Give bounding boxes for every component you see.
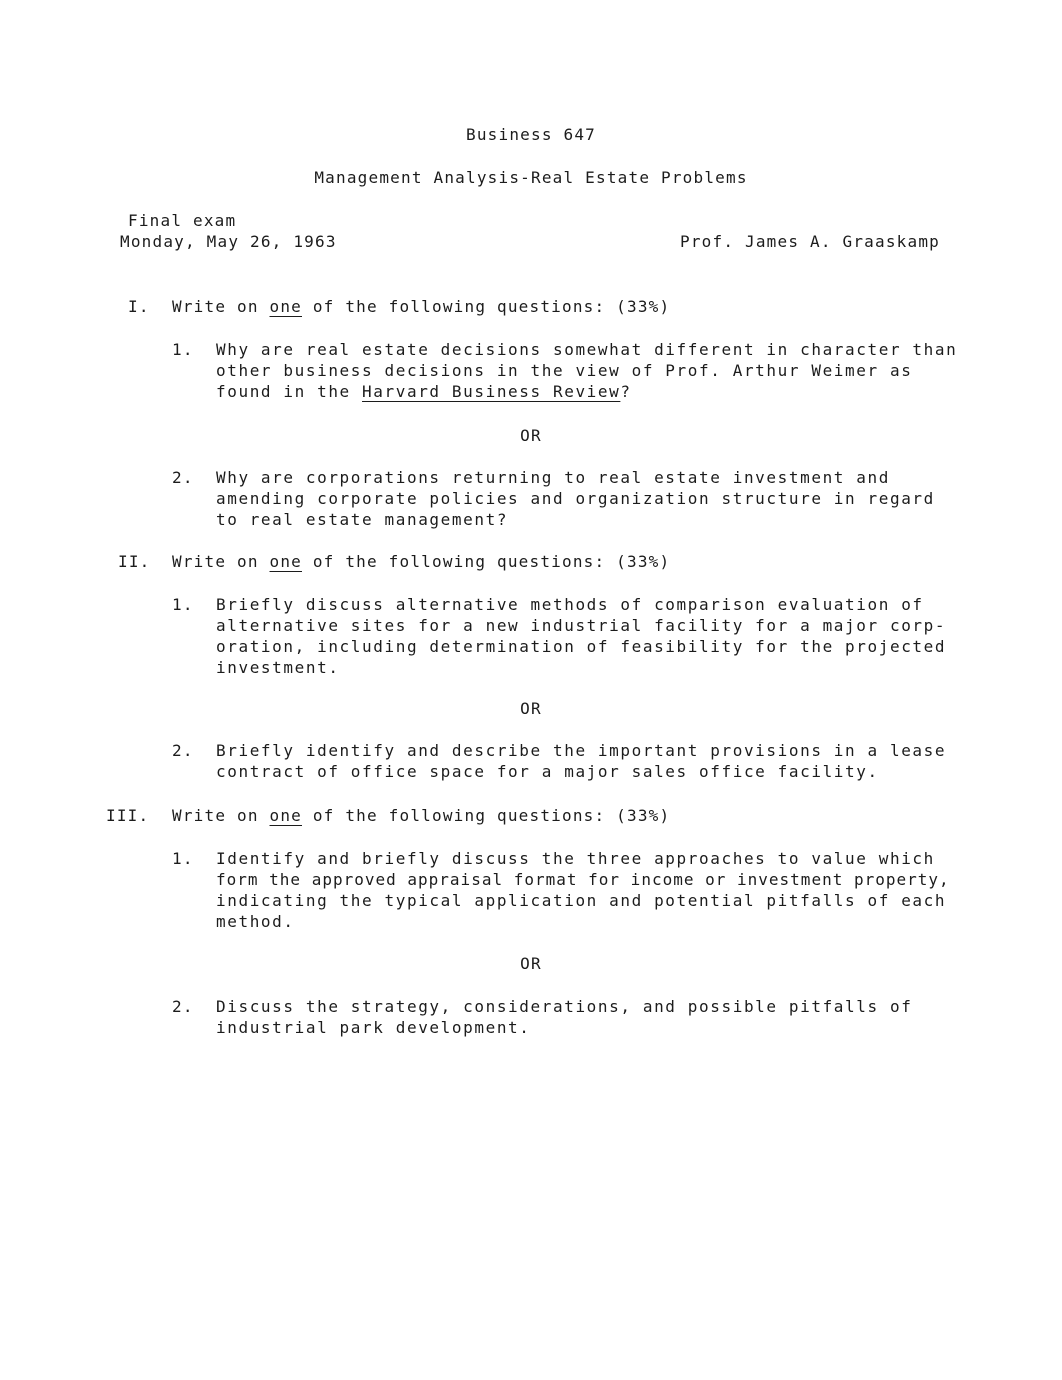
question-number: 2. [172, 741, 194, 760]
question-line [216, 381, 632, 402]
question-line: Briefly discuss alternative methods of comparison evaluation of [216, 595, 924, 614]
section-instruction [172, 296, 670, 317]
or-separator: OR [520, 426, 542, 445]
exam-label: Final exam [128, 211, 237, 230]
instruction-text: Write on [172, 552, 270, 571]
instruction-text: Write on [172, 806, 270, 825]
instruction-text: of the following questions: (33%) [302, 552, 671, 571]
question-number: 1. [172, 849, 194, 868]
question-line: alternative sites for a new industrial facility for a major corp- [216, 616, 947, 635]
section-instruction [172, 805, 670, 826]
journal-title: Harvard Business Review [362, 382, 621, 401]
question-line: industrial park development. [216, 1018, 531, 1037]
instruction-text: of the following questions: (33%) [302, 806, 671, 825]
question-line: Discuss the strategy, considerations, and possible pitfalls of [216, 997, 913, 1016]
question-line: to real estate management? [216, 510, 509, 529]
question-line: indicating the typical application and potential pitfalls of each [216, 891, 947, 910]
or-separator: OR [520, 699, 542, 718]
question-number: 2. [172, 997, 194, 1016]
question-number: 2. [172, 468, 194, 487]
question-text: ? [620, 382, 632, 401]
question-line: Identify and briefly discuss the three approaches to value which [216, 849, 935, 868]
section-numeral: II. [118, 552, 151, 571]
instruction-one: one [269, 806, 302, 825]
question-number: 1. [172, 340, 194, 359]
section-instruction [172, 551, 670, 572]
question-line: investment. [216, 658, 340, 677]
question-line: Briefly identify and describe the important provisions in a lease [216, 741, 947, 760]
question-number: 1. [172, 595, 194, 614]
section-numeral: I. [128, 297, 150, 316]
question-line: oration, including determination of feasibility for the projected [216, 637, 947, 656]
question-line: form the approved appraisal format for income or investment property, [216, 870, 950, 889]
question-line: other business decisions in the view of Prof. Arthur Weimer as [216, 361, 913, 380]
section-numeral: III. [106, 806, 150, 825]
instruction-one: one [269, 552, 302, 571]
instruction-one: one [269, 297, 302, 316]
instruction-text: Write on [172, 297, 270, 316]
or-separator: OR [520, 954, 542, 973]
question-line: method. [216, 912, 295, 931]
question-line: Why are corporations returning to real estate investment and [216, 468, 890, 487]
instruction-text: of the following questions: (33%) [302, 297, 671, 316]
course-number: Business 647 [466, 125, 596, 144]
course-title: Management Analysis-Real Estate Problems [314, 168, 748, 187]
question-text: found in the [216, 382, 363, 401]
question-line: contract of office space for a major sales office facility. [216, 762, 879, 781]
exam-date: Monday, May 26, 1963 [120, 232, 337, 251]
question-line: amending corporate policies and organization structure in regard [216, 489, 935, 508]
question-line: Why are real estate decisions somewhat different in character than [216, 340, 958, 359]
professor-name: Prof. James A. Graaskamp [680, 232, 940, 251]
